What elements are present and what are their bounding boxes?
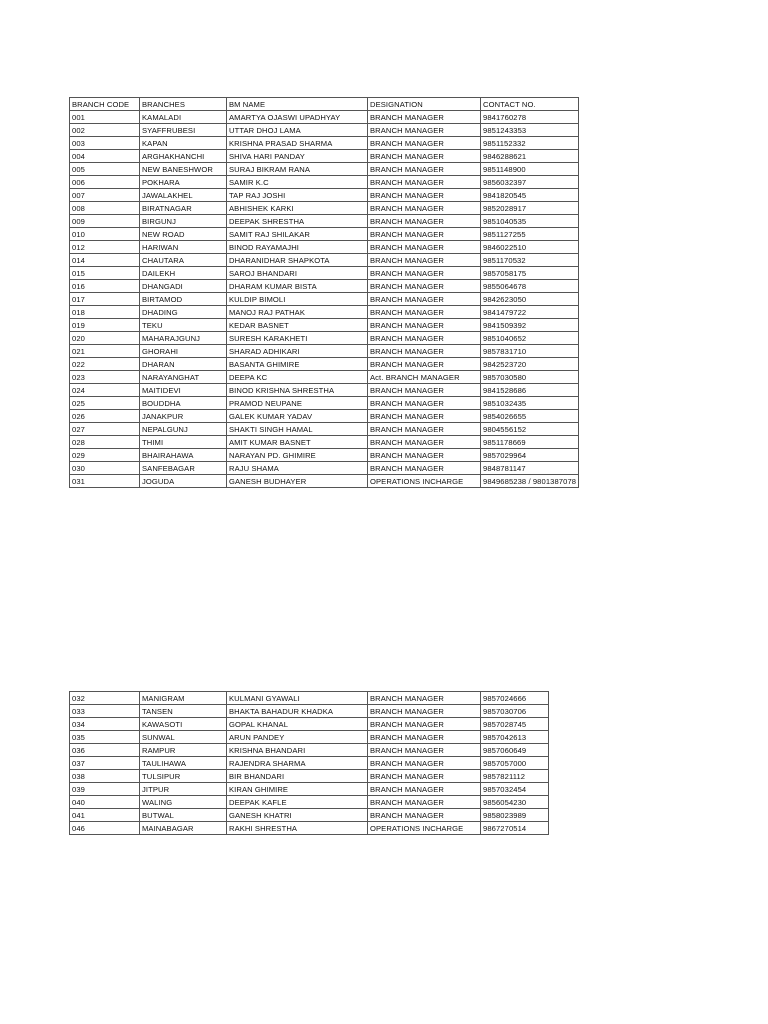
bm-name-cell: SURESH KARAKHETI [227,332,368,345]
branch-code-cell: 041 [70,809,140,822]
bm-name-cell: PRAMOD NEUPANE [227,397,368,410]
table-row [70,731,549,744]
designation-cell: BRANCH MANAGER [368,731,481,744]
contact-cell: 9858023989 [481,809,549,822]
bm-name-cell: DEEPAK SHRESTHA [227,215,368,228]
table-row [70,822,549,835]
header-branch-code: BRANCH CODE [70,98,140,111]
branch-code-cell: 040 [70,796,140,809]
bm-name-cell: KULMANI GYAWALI [227,692,368,705]
contact-cell: 9851127255 [481,228,579,241]
table-row [70,189,579,202]
contact-cell: 9848781147 [481,462,579,475]
bm-name-cell: SAROJ BHANDARI [227,267,368,280]
branch-name-cell: MANIGRAM [140,692,227,705]
header-contact-no: CONTACT NO. [481,98,579,111]
designation-cell: BRANCH MANAGER [368,462,481,475]
branch-name-cell: BHAIRAHAWA [140,449,227,462]
branch-code-cell: 014 [70,254,140,267]
branch-name-cell: JANAKPUR [140,410,227,423]
branch-code-cell: 038 [70,770,140,783]
table-row [70,692,549,705]
designation-cell: BRANCH MANAGER [368,202,481,215]
table-row [70,796,549,809]
table-row [70,332,579,345]
branch-code-cell: 020 [70,332,140,345]
bm-name-cell: SURAJ BIKRAM RANA [227,163,368,176]
branch-code-cell: 008 [70,202,140,215]
table-row [70,293,579,306]
header-branches: BRANCHES [140,98,227,111]
bm-name-cell: DHARANIDHAR SHAPKOTA [227,254,368,267]
branch-name-cell: POKHARA [140,176,227,189]
bm-name-cell: RAJU SHAMA [227,462,368,475]
branch-name-cell: MAITIDEVI [140,384,227,397]
contact-cell: 9857024666 [481,692,549,705]
bm-name-cell: GALEK KUMAR YADAV [227,410,368,423]
designation-cell: BRANCH MANAGER [368,692,481,705]
designation-cell: OPERATIONS INCHARGE [368,822,481,835]
branch-code-cell: 035 [70,731,140,744]
branch-code-cell: 024 [70,384,140,397]
branch-name-cell: CHAUTARA [140,254,227,267]
branch-name-cell: DHARAN [140,358,227,371]
designation-cell: BRANCH MANAGER [368,189,481,202]
branch-name-cell: TULSIPUR [140,770,227,783]
contact-cell: 9854026655 [481,410,579,423]
bm-name-cell: GANESH KHATRI [227,809,368,822]
designation-cell: BRANCH MANAGER [368,705,481,718]
designation-cell: BRANCH MANAGER [368,423,481,436]
designation-cell: BRANCH MANAGER [368,280,481,293]
table-row [70,267,579,280]
bm-name-cell: GANESH BUDHAYER [227,475,368,488]
branch-code-cell: 019 [70,319,140,332]
table-row [70,306,579,319]
table-row [70,319,579,332]
contact-cell: 9856054230 [481,796,549,809]
designation-cell: BRANCH MANAGER [368,150,481,163]
table-row [70,358,579,371]
table-row [70,163,579,176]
branch-name-cell: MAINABAGAR [140,822,227,835]
branch-code-cell: 027 [70,423,140,436]
branch-code-cell: 009 [70,215,140,228]
table-row [70,254,579,267]
branch-code-cell: 015 [70,267,140,280]
contact-cell: 9842623050 [481,293,579,306]
bm-name-cell: BINOD RAYAMAJHI [227,241,368,254]
branch-code-cell: 001 [70,111,140,124]
branch-code-cell: 036 [70,744,140,757]
table-row [70,228,579,241]
branch-code-cell: 007 [70,189,140,202]
bm-name-cell: ABHISHEK KARKI [227,202,368,215]
designation-cell: BRANCH MANAGER [368,332,481,345]
bm-name-cell: GOPAL KHANAL [227,718,368,731]
designation-cell: OPERATIONS INCHARGE [368,475,481,488]
bm-name-cell: DHARAM KUMAR BISTA [227,280,368,293]
table-row [70,475,579,488]
branch-name-cell: SYAFFRUBESI [140,124,227,137]
bm-name-cell: UTTAR DHOJ LAMA [227,124,368,137]
bm-name-cell: SHIVA HARI PANDAY [227,150,368,163]
contact-cell: 9851243353 [481,124,579,137]
bm-name-cell: AMARTYA OJASWI UPADHYAY [227,111,368,124]
designation-cell: BRANCH MANAGER [368,809,481,822]
bm-name-cell: TAP RAJ JOSHI [227,189,368,202]
designation-cell: BRANCH MANAGER [368,744,481,757]
table-row [70,137,579,150]
designation-cell: Act. BRANCH MANAGER [368,371,481,384]
designation-cell: BRANCH MANAGER [368,241,481,254]
contact-cell: 9841820545 [481,189,579,202]
branch-name-cell: BUTWAL [140,809,227,822]
table-row [70,124,579,137]
branch-name-cell: GHORAHI [140,345,227,358]
table-header-row [70,98,579,111]
contact-cell: 9851040652 [481,332,579,345]
bm-name-cell: BASANTA GHIMIRE [227,358,368,371]
contact-cell: 9857030706 [481,705,549,718]
branch-code-cell: 030 [70,462,140,475]
branch-code-cell: 039 [70,783,140,796]
branch-name-cell: NEW ROAD [140,228,227,241]
designation-cell: BRANCH MANAGER [368,397,481,410]
designation-cell: BRANCH MANAGER [368,358,481,371]
branch-code-cell: 023 [70,371,140,384]
table-row [70,718,549,731]
bm-name-cell: RAKHI SHRESTHA [227,822,368,835]
branch-name-cell: TAULIHAWA [140,757,227,770]
branch-code-cell: 012 [70,241,140,254]
branch-code-cell: 018 [70,306,140,319]
designation-cell: BRANCH MANAGER [368,228,481,241]
branch-name-cell: TEKU [140,319,227,332]
designation-cell: BRANCH MANAGER [368,770,481,783]
contact-cell: 9857058175 [481,267,579,280]
bm-name-cell: ARUN PANDEY [227,731,368,744]
contact-cell: 9842523720 [481,358,579,371]
bm-name-cell: SHARAD ADHIKARI [227,345,368,358]
bm-name-cell: MANOJ RAJ PATHAK [227,306,368,319]
table-row [70,809,549,822]
bm-name-cell: KEDAR BASNET [227,319,368,332]
branch-code-cell: 002 [70,124,140,137]
branch-code-cell: 005 [70,163,140,176]
designation-cell: BRANCH MANAGER [368,410,481,423]
branch-name-cell: JAWALAKHEL [140,189,227,202]
contact-cell: 9857821112 [481,770,549,783]
branch-code-cell: 022 [70,358,140,371]
branch-code-cell: 021 [70,345,140,358]
branch-name-cell: THIMI [140,436,227,449]
branch-name-cell: JITPUR [140,783,227,796]
branch-code-cell: 033 [70,705,140,718]
contact-cell: 9849685238 / 9801387078 [481,475,579,488]
header-bm-name: BM NAME [227,98,368,111]
header-designation: DESIGNATION [368,98,481,111]
designation-cell: BRANCH MANAGER [368,436,481,449]
branch-name-cell: KAPAN [140,137,227,150]
branch-code-cell: 004 [70,150,140,163]
table-row [70,757,549,770]
contact-cell: 9857831710 [481,345,579,358]
table-row [70,111,579,124]
table-row [70,436,579,449]
table-row [70,384,579,397]
contact-cell: 9804556152 [481,423,579,436]
branch-name-cell: BIRGUNJ [140,215,227,228]
designation-cell: BRANCH MANAGER [368,783,481,796]
designation-cell: BRANCH MANAGER [368,796,481,809]
branch-name-cell: KAMALADI [140,111,227,124]
table-row [70,371,579,384]
contact-cell: 9841479722 [481,306,579,319]
branch-name-cell: HARIWAN [140,241,227,254]
bm-name-cell: DEEPAK KAFLE [227,796,368,809]
branch-code-cell: 029 [70,449,140,462]
bm-name-cell: SAMIT RAJ SHILAKAR [227,228,368,241]
bm-name-cell: RAJENDRA SHARMA [227,757,368,770]
contact-cell: 9851040535 [481,215,579,228]
branch-name-cell: DAILEKH [140,267,227,280]
branch-code-cell: 032 [70,692,140,705]
bm-name-cell: AMIT KUMAR BASNET [227,436,368,449]
branch-name-cell: TANSEN [140,705,227,718]
bm-name-cell: KRISHNA PRASAD SHARMA [227,137,368,150]
designation-cell: BRANCH MANAGER [368,137,481,150]
branch-name-cell: ARGHAKHANCHI [140,150,227,163]
branch-name-cell: NARAYANGHAT [140,371,227,384]
table-row [70,241,579,254]
branch-code-cell: 016 [70,280,140,293]
bm-name-cell: BIR BHANDARI [227,770,368,783]
designation-cell: BRANCH MANAGER [368,293,481,306]
table-row [70,150,579,163]
contact-cell: 9841760278 [481,111,579,124]
designation-cell: BRANCH MANAGER [368,215,481,228]
branch-name-cell: DHANGADI [140,280,227,293]
branch-name-cell: SUNWAL [140,731,227,744]
table-row [70,705,549,718]
designation-cell: BRANCH MANAGER [368,306,481,319]
table-row [70,783,549,796]
branch-table-bottom [69,691,549,835]
contact-cell: 9857057000 [481,757,549,770]
contact-cell: 9851152332 [481,137,579,150]
table-row [70,280,579,293]
table-row [70,744,549,757]
bm-name-cell: KIRAN GHIMIRE [227,783,368,796]
contact-cell: 9855064678 [481,280,579,293]
bm-name-cell: DEEPA KC [227,371,368,384]
contact-cell: 9846288621 [481,150,579,163]
bm-name-cell: BINOD KRISHNA SHRESTHA [227,384,368,397]
branch-name-cell: SANFEBAGAR [140,462,227,475]
branch-name-cell: RAMPUR [140,744,227,757]
branch-code-cell: 026 [70,410,140,423]
branch-code-cell: 034 [70,718,140,731]
branch-code-cell: 037 [70,757,140,770]
branch-code-cell: 003 [70,137,140,150]
branch-code-cell: 031 [70,475,140,488]
branch-code-cell: 006 [70,176,140,189]
contact-cell: 9857060649 [481,744,549,757]
table-row [70,397,579,410]
designation-cell: BRANCH MANAGER [368,449,481,462]
bm-name-cell: SAMIR K.C [227,176,368,189]
table-row [70,462,579,475]
designation-cell: BRANCH MANAGER [368,384,481,397]
designation-cell: BRANCH MANAGER [368,718,481,731]
branch-name-cell: MAHARAJGUNJ [140,332,227,345]
designation-cell: BRANCH MANAGER [368,757,481,770]
bm-name-cell: NARAYAN PD. GHIMIRE [227,449,368,462]
branch-name-cell: NEW BANESHWOR [140,163,227,176]
contact-cell: 9841528686 [481,384,579,397]
contact-cell: 9857028745 [481,718,549,731]
branch-code-cell: 028 [70,436,140,449]
designation-cell: BRANCH MANAGER [368,176,481,189]
contact-cell: 9857029964 [481,449,579,462]
contact-cell: 9857042613 [481,731,549,744]
table-row [70,410,579,423]
branch-name-cell: BIRTAMOD [140,293,227,306]
designation-cell: BRANCH MANAGER [368,111,481,124]
table-row [70,202,579,215]
branch-code-cell: 010 [70,228,140,241]
branch-table-top [69,97,579,488]
table-row [70,215,579,228]
branch-name-cell: DHADING [140,306,227,319]
bm-name-cell: BHAKTA BAHADUR KHADKA [227,705,368,718]
contact-cell: 9851170532 [481,254,579,267]
branch-name-cell: NEPALGUNJ [140,423,227,436]
designation-cell: BRANCH MANAGER [368,163,481,176]
branch-code-cell: 017 [70,293,140,306]
table-row [70,423,579,436]
designation-cell: BRANCH MANAGER [368,267,481,280]
table-row [70,449,579,462]
contact-cell: 9851148900 [481,163,579,176]
table-row [70,770,549,783]
contact-cell: 9841509392 [481,319,579,332]
contact-cell: 9846022510 [481,241,579,254]
branch-code-cell: 046 [70,822,140,835]
bm-name-cell: KULDIP BIMOLI [227,293,368,306]
contact-cell: 9851032435 [481,397,579,410]
bm-name-cell: SHAKTI SINGH HAMAL [227,423,368,436]
designation-cell: BRANCH MANAGER [368,254,481,267]
bm-name-cell: KRISHNA BHANDARI [227,744,368,757]
branch-name-cell: JOGUDA [140,475,227,488]
contact-cell: 9851178669 [481,436,579,449]
contact-cell: 9856032397 [481,176,579,189]
contact-cell: 9852028917 [481,202,579,215]
branch-code-cell: 025 [70,397,140,410]
designation-cell: BRANCH MANAGER [368,319,481,332]
branch-name-cell: WALING [140,796,227,809]
table-row [70,176,579,189]
contact-cell: 9857030580 [481,371,579,384]
designation-cell: BRANCH MANAGER [368,124,481,137]
contact-cell: 9867270514 [481,822,549,835]
contact-cell: 9857032454 [481,783,549,796]
branch-name-cell: BIRATNAGAR [140,202,227,215]
designation-cell: BRANCH MANAGER [368,345,481,358]
branch-name-cell: KAWASOTI [140,718,227,731]
branch-name-cell: BOUDDHA [140,397,227,410]
table-row [70,345,579,358]
